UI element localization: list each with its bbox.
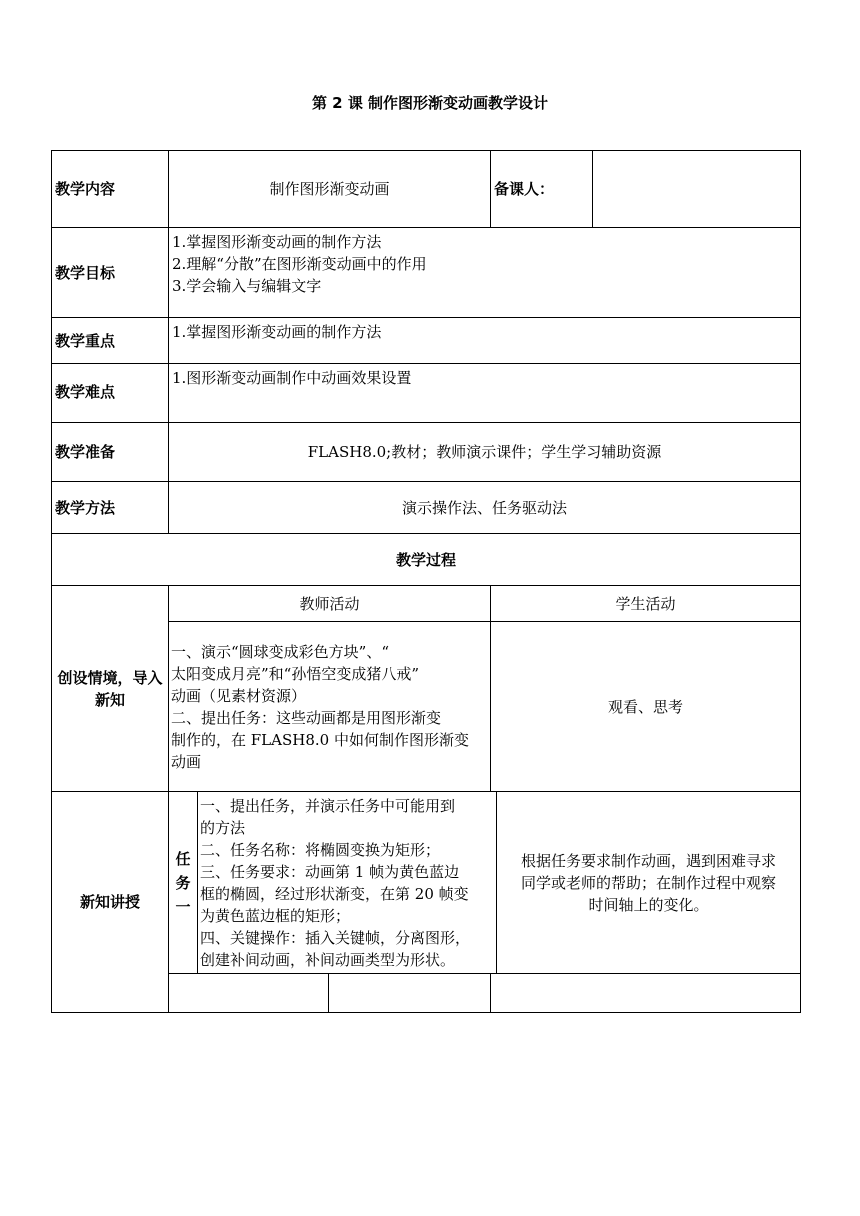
preparer-value — [592, 150, 801, 228]
intro-teacher-line: 二、提出任务：这些动画都是用图形渐变 — [171, 708, 442, 727]
goal-item: 2.理解“分散”在图形渐变动画中的作用 — [172, 255, 427, 273]
empty-cell — [168, 973, 329, 1013]
task-teacher-line: 的方法 — [200, 818, 246, 837]
intro-student-activity: 观看、思考 — [490, 621, 801, 792]
empty-cell — [328, 973, 491, 1013]
key-point-item: 1.掌握图形渐变动画的制作方法 — [172, 323, 382, 341]
intro-teacher-activity — [168, 621, 491, 792]
task-student-line: 时间轴上的变化。 — [588, 895, 709, 914]
intro-label-text: 创设情境，导入新知 — [57, 668, 163, 709]
task-teacher-line: 二、任务名称：将椭圆变换为矩形； — [200, 840, 441, 859]
key-points-label: 教学重点 — [51, 317, 169, 364]
task-one-student-activity — [496, 791, 801, 974]
student-activity-header: 学生活动 — [490, 585, 801, 622]
key-points-list — [168, 317, 801, 364]
intro-teacher-line: 制作的，在 FLASH8.0 中如何制作图形渐变 — [171, 730, 469, 749]
task-teacher-line: 框的椭圆，经过形状渐变，在第 20 帧变 — [200, 884, 469, 903]
task-one-teacher-activity — [197, 791, 497, 974]
intro-teacher-line: 动画（见素材资源） — [171, 686, 307, 705]
task-teacher-line: 三、任务要求：动画第 1 帧为黄色蓝边 — [200, 862, 460, 881]
teacher-activity-header: 教师活动 — [168, 585, 491, 622]
content-value: 制作图形渐变动画 — [168, 150, 491, 228]
empty-cell — [490, 973, 801, 1013]
preparer-label: 备课人： — [490, 150, 593, 228]
intro-teacher-line: 一、演示“圆球变成彩色方块”、“ — [171, 642, 390, 661]
intro-teacher-line: 太阳变成月亮”和“孙悟空变成猪八戒” — [171, 664, 420, 683]
intro-label — [51, 585, 169, 792]
task-teacher-line: 为黄色蓝边框的矩形； — [200, 906, 351, 925]
difficulties-label: 教学难点 — [51, 363, 169, 423]
goal-item: 3.学会输入与编辑文字 — [172, 277, 322, 295]
difficulty-item: 1.图形渐变动画制作中动画效果设置 — [172, 369, 412, 387]
page-title: 第 2 课 制作图形渐变动画教学设计 — [311, 94, 549, 112]
process-header: 教学过程 — [51, 533, 801, 586]
task-teacher-line: 一、提出任务，并演示任务中可能用到 — [200, 796, 456, 815]
task-teacher-line: 创建补间动画，补间动画类型为形状。 — [200, 950, 456, 969]
intro-teacher-line: 动画 — [171, 752, 202, 771]
task-one-label-text: 任务一 — [175, 849, 191, 916]
task-student-line: 根据任务要求制作动画，遇到困难寻求 — [520, 851, 776, 870]
preparation-value: FLASH8.0;教材；教师演示课件；学生学习辅助资源 — [168, 422, 801, 482]
task-one-label — [168, 791, 198, 974]
goals-list — [168, 227, 801, 318]
methods-label: 教学方法 — [51, 481, 169, 534]
difficulties-list — [168, 363, 801, 423]
methods-value: 演示操作法、任务驱动法 — [168, 481, 801, 534]
lesson-plan-table — [51, 150, 801, 1013]
task-student-line: 同学或老师的帮助；在制作过程中观察 — [520, 873, 776, 892]
preparation-label: 教学准备 — [51, 422, 169, 482]
goals-label: 教学目标 — [51, 227, 169, 318]
task-teacher-line: 四、关键操作：插入关键帧，分离图形， — [200, 928, 471, 947]
new-lesson-label: 新知讲授 — [51, 791, 169, 1013]
content-label: 教学内容 — [51, 150, 169, 228]
goal-item: 1.掌握图形渐变动画的制作方法 — [172, 233, 382, 251]
